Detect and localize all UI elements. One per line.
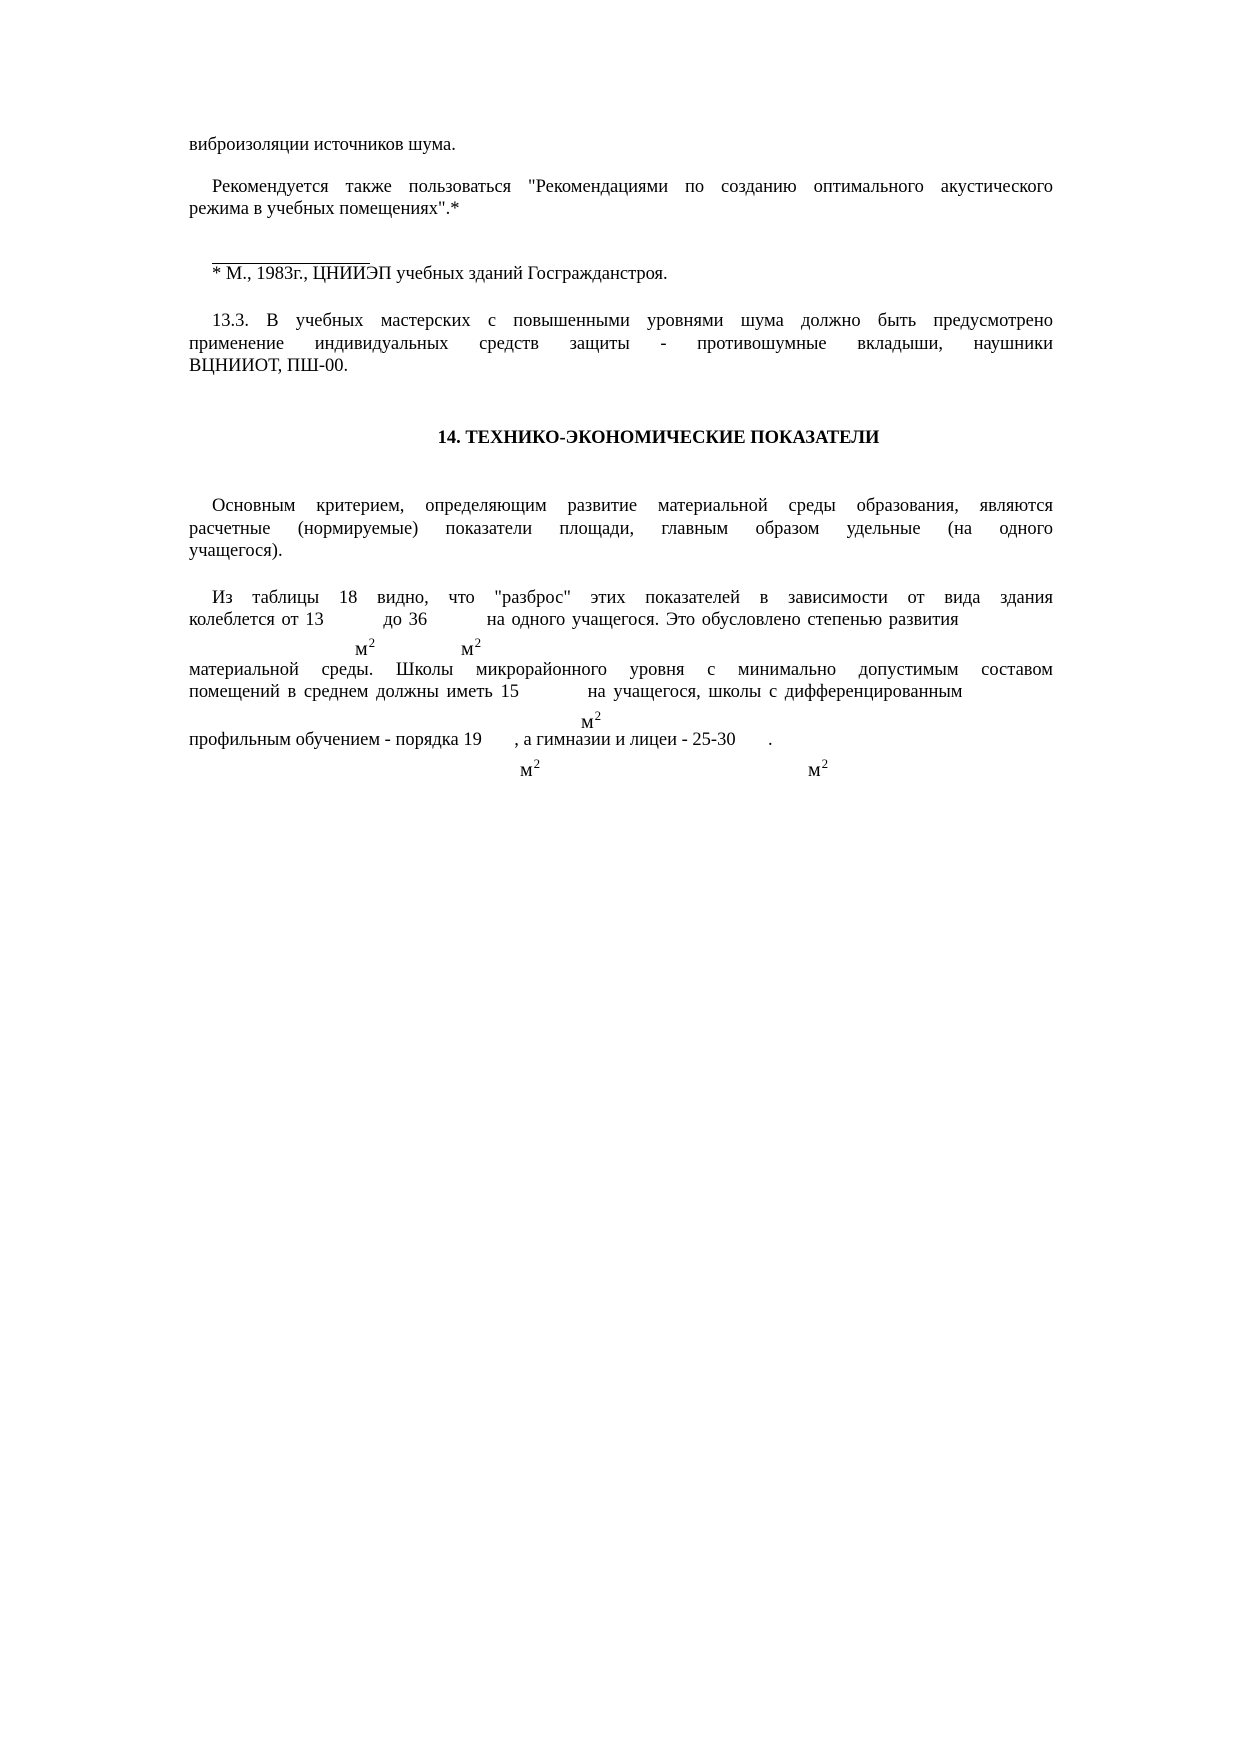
paragraph-text: ВЦНИИОТ, ПШ-00. <box>189 356 349 376</box>
unit-square-meter: $м^2$ <box>581 708 602 733</box>
paragraph-text: учащегося). <box>189 541 283 561</box>
paragraph-text: расчетные (нормируемые) показатели площади, главным образом удельные (на одного <box>189 519 1053 539</box>
paragraph-text: помещений в среднем должны иметь 15 на учащегося, школы с дифференцированным <box>189 682 963 702</box>
paragraph-text: 13.3. В учебных мастерских с повышенными уровнями шума должно быть предусмотрено <box>212 311 1053 331</box>
footnote-text: * М., 1983г., ЦНИИЭП учебных зданий Госгражданстроя. <box>212 264 668 284</box>
paragraph-text: материальной среды. Школы микрорайонного уровня с минимально допустимым составом <box>189 660 1053 680</box>
unit-square-meter: $м^2$ <box>808 756 829 781</box>
unit-square-meter: $м^2$ <box>355 635 376 660</box>
unit-square-meter: $м^2$ <box>461 635 482 660</box>
paragraph-text: применение индивидуальных средств защиты - противошумные вкладыши, наушники <box>189 334 1053 354</box>
paragraph-text: профильным обучением - порядка 19 , а гимназии и лицеи - 25-30 . <box>189 730 773 750</box>
paragraph-text: колеблется от 13 до 36 на одного учащегося. Это обусловлено степенью развития <box>189 610 959 630</box>
paragraph-text: режима в учебных помещениях".* <box>189 199 460 219</box>
paragraph-text: Рекомендуется также пользоваться "Рекомендациями по созданию оптимального акустического <box>212 177 1053 197</box>
section-heading: 14. ТЕХНИКО-ЭКОНОМИЧЕСКИЕ ПОКАЗАТЕЛИ <box>437 428 880 448</box>
paragraph-text: Основным критерием, определяющим развитие материальной среды образования, являются <box>212 496 1053 516</box>
paragraph-text: Из таблицы 18 видно, что "разброс" этих показателей в зависимости от вида здания <box>212 588 1053 608</box>
paragraph-text: виброизоляции источников шума. <box>189 135 456 155</box>
unit-square-meter: $м^2$ <box>520 756 541 781</box>
